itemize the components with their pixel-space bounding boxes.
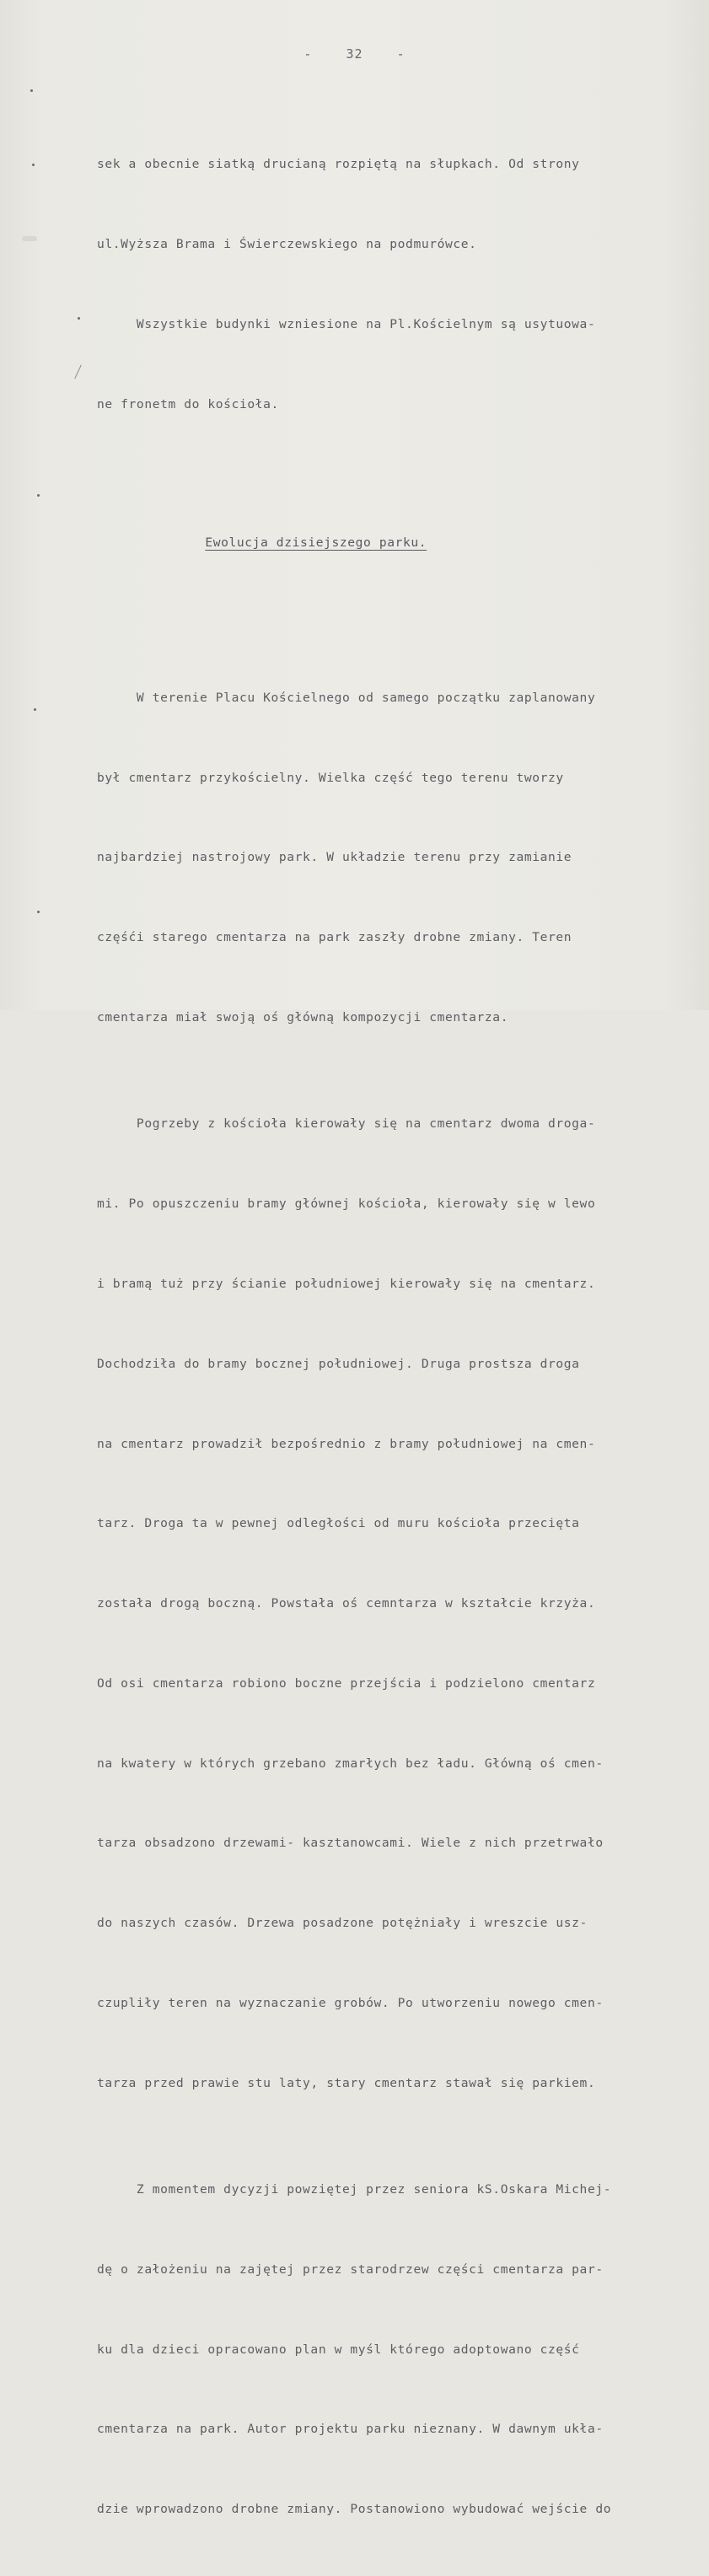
scan-speck xyxy=(34,708,36,711)
scan-mark xyxy=(74,365,82,379)
text-line: cmentarza na park. Autor projektu parku nieznany. W dawnym ukła- xyxy=(97,2422,604,2437)
text-line: Pogrzeby z kościoła kierowały się na cmentarz dwoma droga- xyxy=(97,1116,596,1132)
text-line: dę o założeniu na zajętej przez starodrzew części cmentarza par- xyxy=(97,2261,604,2277)
header-dash-right: - xyxy=(396,46,406,62)
text-line: W terenie Placu Kościelnego od samego początku zaplanowany xyxy=(97,690,596,705)
page-header xyxy=(0,46,709,62)
scan-speck xyxy=(32,164,35,166)
text-line: ku dla dzieci opracowano plan w myśl którego adoptowano część xyxy=(97,2342,580,2357)
text-line: tarza przed prawie stu laty, stary cmentarz stawał się parkiem. xyxy=(97,2075,596,2090)
text-line: została drogą boczną. Powstała oś cemntarza w kształcie krzyża. xyxy=(97,1596,596,1611)
scan-speck xyxy=(78,317,80,320)
scan-speck xyxy=(30,89,33,92)
text-line: częśći starego cmentarza na park zaszły drobne zmiany. Teren xyxy=(97,930,572,945)
scan-speck xyxy=(37,911,40,913)
scan-smudge xyxy=(22,236,37,241)
text-line: czupliły teren na wyznaczanie grobów. Po utworzeniu nowego cmen- xyxy=(97,1995,604,2010)
text-line: dzie wprowadzono drobne zmiany. Postanowiono wybudować wejście do xyxy=(97,2502,612,2517)
text-line: mi. Po opuszczeniu bramy głównej kościoła, kierowały się w lewo xyxy=(97,1197,596,1212)
page-number: 32 xyxy=(346,46,363,62)
text-line: najbardziej nastrojowy park. W układzie terenu przy zamianie xyxy=(97,850,572,865)
spacer xyxy=(97,593,660,605)
text-line: tarz. Droga ta w pewnej odległości od muru kościoła przecięta xyxy=(97,1516,580,1531)
typed-text-body xyxy=(97,98,660,2576)
text-line: do naszych czasów. Drzewa posadzone potężniały i wreszcie usz- xyxy=(97,1916,588,1931)
text-line: Dochodziła do bramy bocznej południowej. Druga prostsza droga xyxy=(97,1356,580,1371)
text-line: Wszystkie budynki wzniesione na Pl.Kościelnym są usytuowa- xyxy=(97,316,596,331)
text-line: sek a obecnie siatką drucianą rozpiętą na słupkach. Od strony xyxy=(97,157,580,172)
scan-speck xyxy=(37,494,40,497)
text-line: na cmentarz prowadził bezpośrednio z bramy południowej na cmen- xyxy=(97,1436,596,1451)
text-line: Od osi cmentarza robiono boczne przejścia i podzielono cmentarz xyxy=(97,1675,596,1691)
header-dash-left: - xyxy=(303,46,313,62)
text-line: ne fronetm do kościoła. xyxy=(97,396,279,411)
text-line: Z momentem dycyzji powziętej przez seniora kS.Oskara Michej- xyxy=(97,2182,612,2197)
text-line: na kwatery w których grzebano zmarłych bez ładu. Główną oś cmen- xyxy=(97,1756,604,1771)
text-line: tarza obsadzono drzewami- kasztanowcami. Wiele z nich przetrwało xyxy=(97,1836,604,1851)
text-line: był cmentarz przykościelny. Wielka część tego terenu tworzy xyxy=(97,770,564,785)
text-line: i bramą tuż przy ścianie południowej kierowały się na cmentarz. xyxy=(97,1276,596,1291)
text-line: cmentarza miał swoją oś główną kompozycji cmentarza. xyxy=(97,1010,509,1024)
section-heading: Ewolucja dzisiejszego parku. xyxy=(205,535,427,550)
text-line: ul.Wyższa Brama i Świerczewskiego na podmurówce. xyxy=(97,236,477,251)
section-heading-row xyxy=(97,497,660,550)
